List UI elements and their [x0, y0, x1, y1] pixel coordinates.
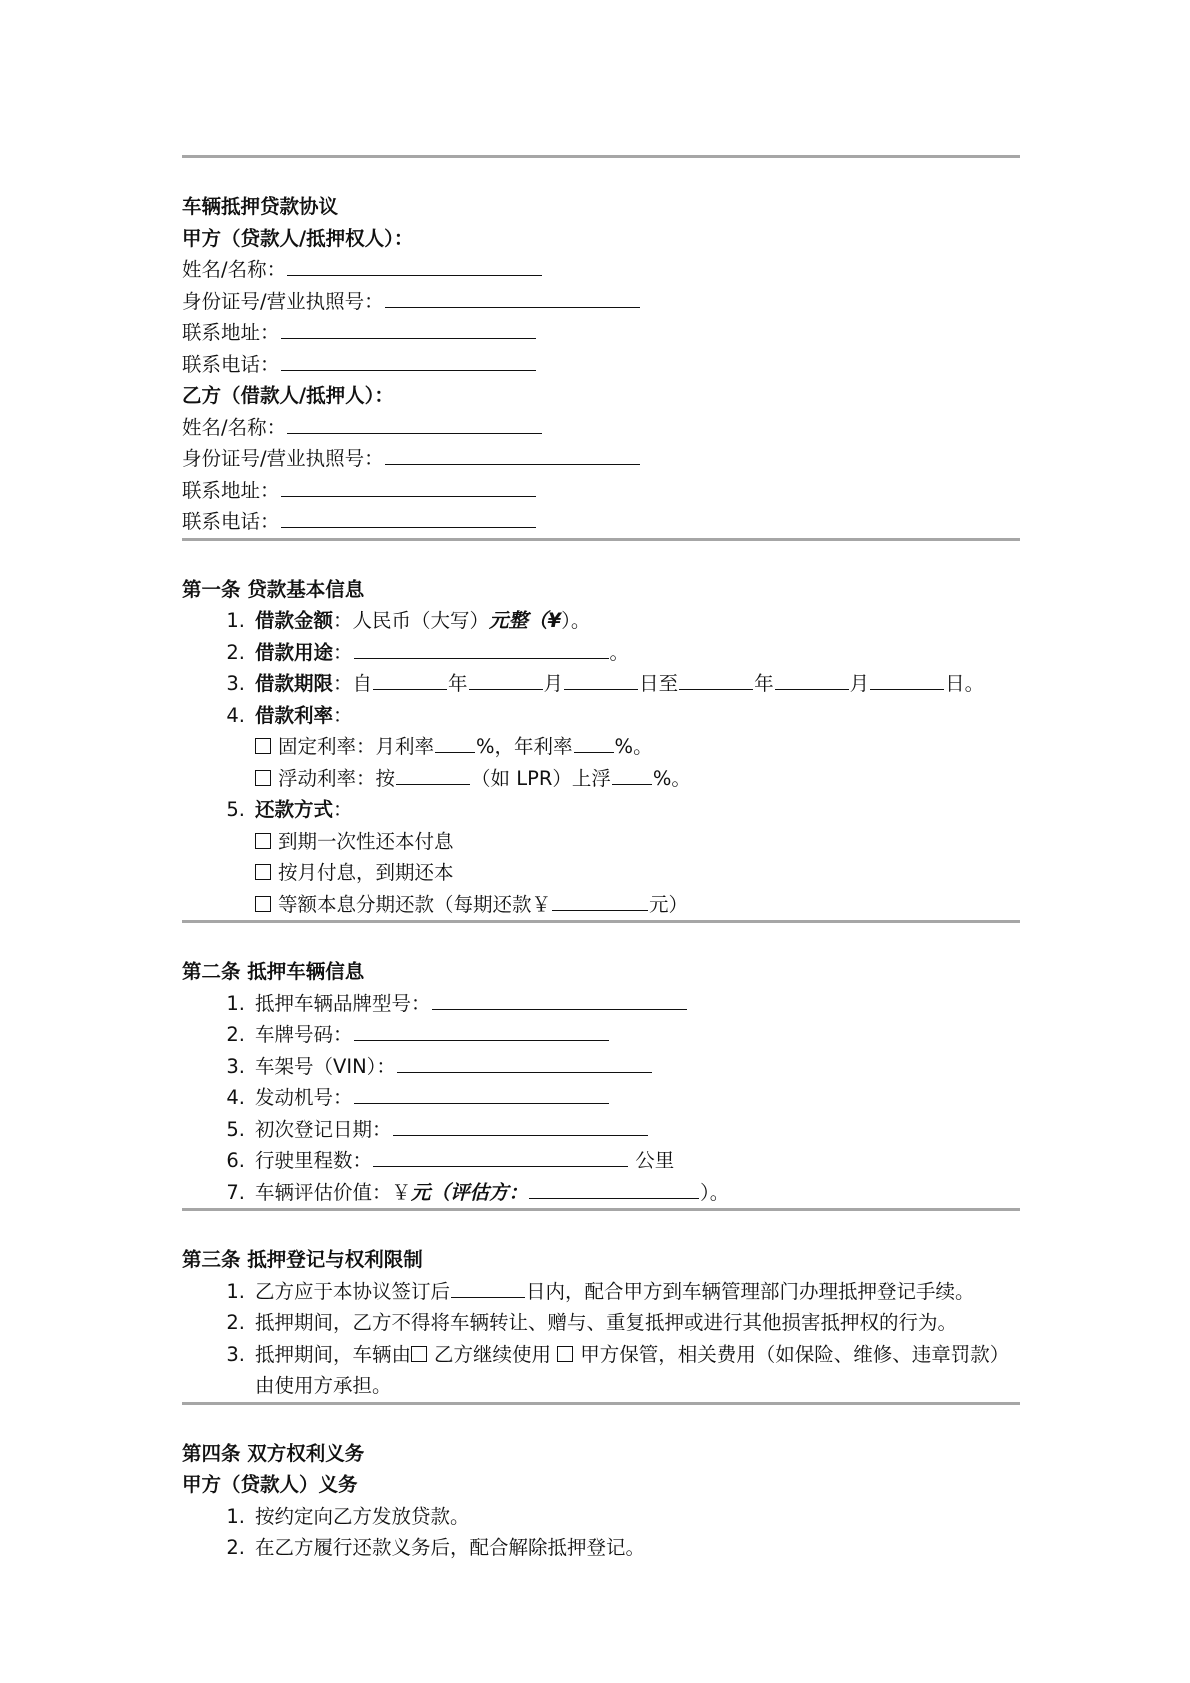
loan-purpose-item	[182, 637, 1020, 669]
floating-rate-text-b: （如 LPR）上浮	[471, 766, 611, 790]
engine-number-label: 发动机号：	[255, 1086, 353, 1109]
vin-label: 车架号（VIN）：	[255, 1054, 396, 1078]
annual-rate-blank	[574, 731, 614, 753]
monthly-rate-blank	[435, 731, 475, 753]
item-number: 2.	[226, 640, 245, 664]
section-1-heading: 第一条 贷款基本信息	[182, 577, 365, 601]
fixed-rate-checkbox[interactable]	[255, 738, 271, 754]
start-year-blank	[373, 668, 447, 690]
vin-item	[182, 1051, 1020, 1083]
release-mortgage-text: 在乙方履行还款义务后，配合解除抵押登记。	[255, 1536, 646, 1559]
item-number: 1.	[226, 991, 245, 1015]
installment-amount-blank	[552, 889, 648, 911]
floating-rate-text-c: %。	[652, 766, 691, 790]
plate-number-blank	[354, 1019, 609, 1041]
disburse-loan-item	[182, 1501, 1020, 1533]
party-a-name-row	[182, 254, 1020, 286]
party-a-id-label: 身份证号/营业执照号：	[182, 289, 384, 313]
repayment-option-1-checkbox[interactable]	[255, 833, 271, 849]
floating-rate-checkbox[interactable]	[255, 770, 271, 786]
registration-deadline-item	[182, 1276, 1020, 1308]
loan-amount-label: 借款金额	[255, 609, 334, 632]
start-day-blank	[564, 668, 638, 690]
loan-purpose-end: 。	[609, 640, 630, 664]
engine-number-blank	[354, 1082, 609, 1104]
valuation-end: ）。	[700, 1180, 730, 1204]
loan-amount-item	[182, 605, 1020, 637]
party-b-phone-row	[182, 506, 1020, 538]
section-4-heading: 第四条 双方权利义务	[182, 1441, 365, 1465]
loan-purpose-label: 借款用途	[255, 640, 334, 664]
plate-number-item	[182, 1019, 1020, 1051]
fixed-rate-text-a: 固定利率：月利率	[278, 735, 435, 758]
mileage-label: 行驶里程数：	[255, 1149, 373, 1172]
interest-rate-item	[182, 700, 1020, 732]
repayment-option-3	[182, 889, 1020, 921]
repayment-option-2-text: 按月付息，到期还本	[278, 861, 454, 884]
party-b-id-row	[182, 443, 1020, 475]
floating-rate-text-a: 浮动利率：按	[278, 766, 396, 790]
repayment-option-3-checkbox[interactable]	[255, 896, 271, 912]
party-a-phone-row	[182, 349, 1020, 381]
item-number: 1.	[226, 1279, 245, 1303]
loan-term-item	[182, 668, 1020, 700]
party-b-address-blank	[281, 475, 536, 497]
registration-date-label: 初次登记日期：	[255, 1117, 392, 1141]
valuation-item	[182, 1177, 1020, 1209]
loan-purpose-blank	[354, 637, 609, 659]
item-number: 5.	[226, 798, 245, 821]
repayment-option-2-checkbox[interactable]	[255, 864, 271, 880]
party-b-heading: 乙方（借款人/抵押人）：	[182, 384, 394, 407]
item-number: 1.	[226, 1504, 245, 1528]
fixed-rate-option	[182, 731, 1020, 763]
vin-blank	[397, 1051, 652, 1073]
repayment-option-3-text-a: 等额本息分期还款（每期还款￥	[278, 892, 552, 916]
loan-amount-unit: 元整（¥	[489, 609, 562, 632]
item-number: 5.	[226, 1117, 245, 1141]
loan-amount-end: ）。	[561, 609, 591, 632]
document-page	[182, 155, 1020, 1564]
end-year-blank	[679, 668, 753, 690]
party-b-address-row	[182, 475, 1020, 507]
party-a-name-blank	[287, 254, 542, 276]
party-b-phone-label: 联系电话：	[182, 510, 280, 533]
day-end-label: 日。	[945, 672, 985, 695]
transfer-restriction-item	[182, 1307, 1020, 1339]
party-a-address-blank	[281, 317, 536, 339]
valuation-unit: 元（评估方：	[411, 1180, 529, 1204]
end-month-blank	[775, 668, 849, 690]
party-a-address-label: 联系地址：	[182, 321, 280, 344]
repayment-option-1-text: 到期一次性还本付息	[278, 829, 454, 853]
repayment-item	[182, 794, 1020, 826]
party-b-id-label: 身份证号/营业执照号：	[182, 447, 384, 470]
party-b-address-label: 联系地址：	[182, 478, 280, 502]
item-number: 2.	[226, 1536, 245, 1559]
loan-purpose-colon: ：	[333, 640, 353, 664]
party-a-phone-blank	[281, 349, 536, 371]
item-number: 1.	[226, 609, 245, 632]
loan-term-label: 借款期限	[255, 672, 334, 695]
item-number: 2.	[226, 1023, 245, 1046]
mileage-item	[182, 1145, 1020, 1177]
release-mortgage-item	[182, 1532, 1020, 1564]
item-number: 3.	[226, 1054, 245, 1078]
party-a-custody-checkbox[interactable]	[557, 1346, 573, 1362]
plate-number-label: 车牌号码：	[255, 1023, 353, 1046]
benchmark-blank	[396, 763, 470, 785]
start-month-blank	[469, 668, 543, 690]
month-label: 月	[849, 672, 870, 695]
party-a-name-label: 姓名/名称：	[182, 258, 287, 281]
item-number: 3.	[226, 1342, 245, 1366]
valuation-label: 车辆评估价值：￥	[255, 1180, 412, 1204]
repayment-option-3-text-b: 元）	[649, 892, 689, 916]
registration-days-blank	[451, 1276, 525, 1298]
section-2-heading: 第二条 抵押车辆信息	[182, 960, 365, 983]
repayment-option-1	[182, 826, 1020, 858]
fixed-rate-text-c: %。	[614, 735, 653, 758]
repayment-colon: ：	[333, 798, 353, 821]
transfer-restriction-text: 抵押期间，乙方不得将车辆转让、赠与、重复抵押或进行其他损害抵押权的行为。	[255, 1311, 958, 1334]
mileage-unit: 公里	[629, 1149, 675, 1172]
item-number: 4.	[226, 703, 245, 727]
fixed-rate-text-b: %，年利率	[476, 735, 573, 758]
vehicle-model-label: 抵押车辆品牌型号：	[255, 991, 431, 1015]
disburse-loan-text: 按约定向乙方发放贷款。	[255, 1504, 470, 1528]
vehicle-model-blank	[432, 988, 687, 1010]
day-to-label: 日至	[639, 672, 679, 695]
party-b-name-blank	[287, 412, 542, 434]
party-b-name-label: 姓名/名称：	[182, 415, 287, 439]
section-3-heading: 第三条 抵押登记与权利限制	[182, 1248, 423, 1271]
repayment-option-2	[182, 857, 1020, 889]
item-number: 6.	[226, 1149, 245, 1172]
party-a-id-row	[182, 286, 1020, 318]
interest-rate-colon: ：	[333, 703, 353, 727]
loan-term-from: ：自	[333, 672, 373, 695]
year-label: 年	[754, 672, 774, 695]
vehicle-custody-item	[182, 1339, 1020, 1402]
party-b-phone-blank	[281, 506, 536, 528]
party-a-phone-label: 联系电话：	[182, 352, 280, 376]
engine-number-item	[182, 1082, 1020, 1114]
item-number: 2.	[226, 1311, 245, 1334]
party-a-heading: 甲方（贷款人/抵押权人）：	[182, 226, 414, 250]
markup-blank	[612, 763, 652, 785]
registration-deadline-text-b: 日内，配合甲方到车辆管理部门办理抵押登记手续。	[526, 1279, 975, 1303]
registration-deadline-text-a: 乙方应于本协议签订后	[255, 1279, 451, 1303]
month-label: 月	[543, 672, 564, 695]
party-b-use-checkbox[interactable]	[411, 1346, 427, 1362]
party-b-id-blank	[385, 443, 640, 465]
party-a-address-row	[182, 317, 1020, 349]
floating-rate-option	[182, 763, 1020, 795]
registration-date-blank	[393, 1114, 648, 1136]
doc-title: 车辆抵押贷款协议	[182, 195, 339, 218]
end-day-blank	[870, 668, 944, 690]
repayment-label: 还款方式	[255, 798, 334, 821]
item-number: 4.	[226, 1086, 245, 1109]
custody-text-a: 抵押期间，车辆由	[255, 1342, 412, 1366]
mileage-blank	[373, 1145, 628, 1167]
item-number: 7.	[226, 1180, 245, 1204]
registration-date-item	[182, 1114, 1020, 1146]
interest-rate-label: 借款利率	[255, 703, 334, 727]
year-label: 年	[448, 672, 468, 695]
loan-amount-text: ：人民币（大写）	[333, 609, 490, 632]
party-a-obligations-heading: 甲方（贷款人）义务	[182, 1473, 358, 1496]
appraiser-blank	[529, 1177, 699, 1199]
party-b-name-row	[182, 412, 1020, 444]
custody-text-c: 甲方保管，相关费用（如保险、维修、违章罚款）由使用方承担。	[255, 1342, 1010, 1397]
party-a-id-blank	[385, 286, 640, 308]
vehicle-model-item	[182, 988, 1020, 1020]
item-number: 3.	[226, 672, 245, 695]
top-divider	[182, 155, 1020, 158]
custody-text-b: 乙方继续使用	[434, 1342, 558, 1366]
